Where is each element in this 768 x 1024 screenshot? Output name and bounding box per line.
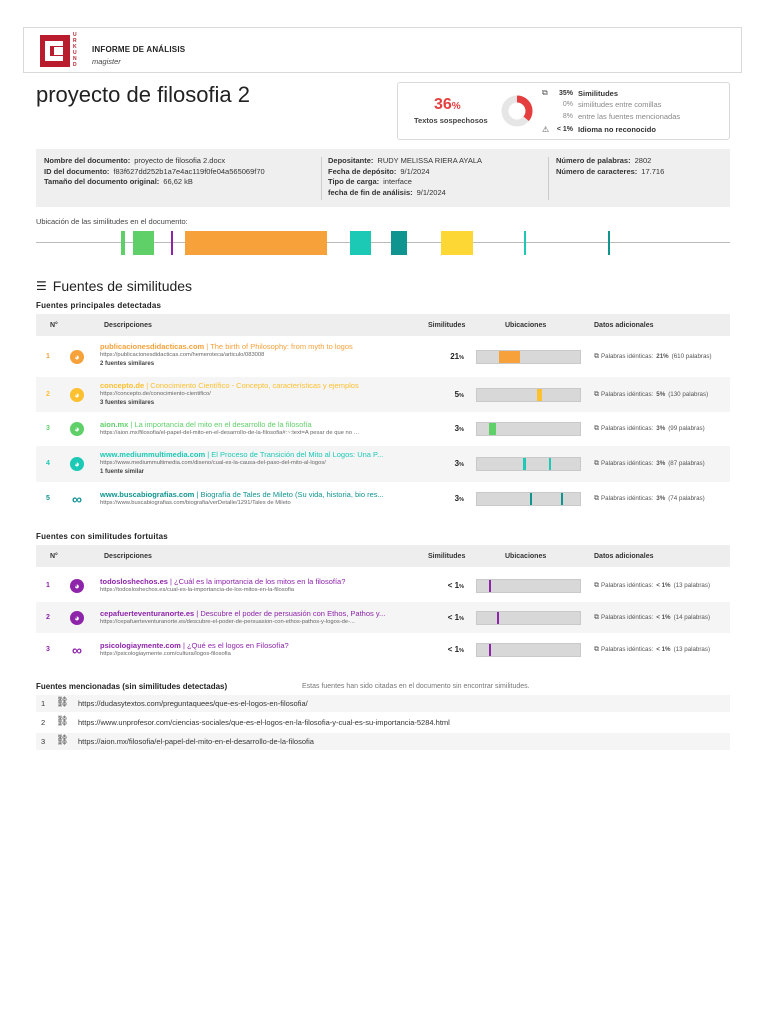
similarity-location-segment[interactable] <box>185 231 327 255</box>
copy-icon: ⧉ <box>594 495 599 502</box>
source-location-mark <box>537 389 542 401</box>
similarity-stat-value: 35% <box>558 89 573 97</box>
document-metadata <box>36 149 730 207</box>
source-url[interactable]: https://publicacionesdidacticas.com/hemeroteca/articulo/083008 <box>100 352 265 358</box>
main-sources-header: N° Descripciones Similitudes Ubicaciones Datos adicionales <box>36 314 730 336</box>
source-number: 5 <box>46 495 50 502</box>
source-title[interactable]: | Descubre el poder de persuasión con Ethos, Pathos y... <box>194 609 386 618</box>
source-number: 3 <box>46 425 50 432</box>
source-row[interactable] <box>36 570 730 601</box>
mentioned-source-number: 3 <box>41 737 46 746</box>
source-similarity-percent: 3% <box>454 494 464 503</box>
source-description[interactable] <box>100 577 425 586</box>
similarity-location-segment[interactable] <box>524 231 526 255</box>
source-location-mark <box>499 351 521 363</box>
mentioned-source-row[interactable] <box>36 733 730 750</box>
metadata-field <box>328 156 482 167</box>
metadata-field <box>328 188 482 199</box>
source-additional-data: ⧉ Palabras idénticas: 21% (610 palabras) <box>594 353 712 360</box>
sources-section-title: ☰ Fuentes de similitudes <box>36 278 193 294</box>
source-description[interactable] <box>100 450 425 459</box>
list-icon: ☰ <box>36 279 47 293</box>
link-icon: ∞ <box>72 642 82 658</box>
metadata-field <box>328 167 482 178</box>
metadata-value: RUDY MELISSA RIERA AYALA <box>377 156 483 165</box>
source-similarity-percent: < 1% <box>447 613 464 622</box>
metadata-value: 66,62 kB <box>163 177 193 187</box>
source-additional-data: ⧉ Palabras idénticas: 3% (87 palabras) <box>594 460 705 467</box>
similar-sources-count[interactable]: 3 fuentes similares <box>100 400 155 406</box>
metadata-key: Tamaño del documento original: <box>44 177 160 187</box>
source-title[interactable]: | ¿Qué es el logos en Filosofía? <box>180 641 289 650</box>
globe-icon: ◕ <box>70 388 84 402</box>
metadata-value: 17.716 <box>641 166 665 176</box>
similarity-stat-value: 8% <box>562 113 573 120</box>
metadata-field <box>44 156 265 167</box>
source-site[interactable]: publicacionesdidacticas.com <box>100 342 205 351</box>
source-additional-data: ⧉ Palabras idénticas: 3% (74 palabras) <box>594 495 705 502</box>
similarity-location-segment[interactable] <box>350 231 371 255</box>
source-similarity-percent: 3% <box>454 459 464 468</box>
source-row[interactable] <box>36 446 730 482</box>
link-icon: ∞ <box>72 491 82 507</box>
metadata-key: Depositante: <box>328 156 374 165</box>
source-site[interactable]: concepto.de <box>100 381 145 390</box>
mentioned-source-number: 2 <box>41 718 46 727</box>
mentioned-source-number: 1 <box>41 699 46 708</box>
source-url[interactable]: https://psicologiaymente.com/cultura/logos-filosofia <box>100 651 231 657</box>
copy-icon: ⧉ <box>594 425 599 432</box>
copy-icon: ⧉ <box>542 88 548 97</box>
source-location-mark <box>497 612 499 624</box>
source-additional-data: ⧉ Palabras idénticas: 3% (99 palabras) <box>594 425 705 432</box>
similarity-location-segment[interactable] <box>391 231 407 255</box>
main-sources-heading: Fuentes principales detectadas <box>36 301 162 310</box>
source-site[interactable]: todosloshechos.es <box>100 577 168 586</box>
mentioned-source-url[interactable]: https://www.unprofesor.com/ciencias-sociales/que-es-el-logos-en-la-filosofia-y-cual-es-su-importancia-5284.html <box>78 718 450 727</box>
similarity-stat-row <box>542 100 661 109</box>
similarity-location-segment[interactable] <box>171 231 174 255</box>
similarity-stat-label: Idioma no reconocido <box>578 125 656 134</box>
source-url[interactable]: https://aion.mx/filosofia/el-papel-del-mito-en-el-desarrollo-de-la-filosofia#:~:text=A pesar de que no … <box>100 430 360 436</box>
globe-icon: ◕ <box>70 611 84 625</box>
source-location-bar[interactable] <box>476 457 581 471</box>
source-similarity-percent: 5% <box>454 390 464 399</box>
source-description[interactable] <box>100 609 425 618</box>
source-additional-data: ⧉ Palabras idénticas: < 1% (13 palabras) <box>594 582 711 589</box>
copy-icon: ⧉ <box>594 646 599 653</box>
source-url[interactable]: https://cepafuerteventuranorte.es/descubre-el-poder-de-persuasion-con-ethos-pathos-y-logos-de-... <box>100 619 355 625</box>
source-title[interactable]: | El Proceso de Transición del Mito al Logos: Una P... <box>205 450 384 459</box>
similarity-summary <box>397 82 730 140</box>
similarity-location-segment[interactable] <box>133 231 154 255</box>
source-site[interactable]: www.mediummultimedia.com <box>100 450 206 459</box>
globe-icon: ◕ <box>70 457 84 471</box>
similarity-donut-chart <box>501 95 533 127</box>
copy-icon: ⧉ <box>594 582 599 589</box>
mentioned-source-row[interactable] <box>36 714 730 731</box>
copy-icon: ⧉ <box>594 460 599 467</box>
metadata-field <box>556 167 664 178</box>
globe-icon: ◕ <box>70 579 84 593</box>
metadata-key: fecha de fin de análisis: <box>328 188 413 198</box>
report-type-title: INFORME DE ANÁLISIS <box>92 45 186 54</box>
source-url[interactable]: https://concepto.de/conocimiento-cientifico/ <box>100 391 211 397</box>
similarity-stat-label: Similitudes <box>578 88 619 98</box>
similarity-location-segment[interactable] <box>441 231 474 255</box>
metadata-key: Número de caracteres: <box>556 166 638 176</box>
broken-link-icon: ⛓ <box>56 697 69 708</box>
source-description[interactable] <box>100 420 425 429</box>
source-row[interactable] <box>36 413 730 445</box>
source-location-mark <box>489 580 491 592</box>
metadata-value: 9/1/2024 <box>416 188 446 198</box>
similarity-stat-value: 0% <box>562 101 573 108</box>
source-similarity-percent: 21% <box>450 352 464 361</box>
globe-icon: ◕ <box>70 350 84 364</box>
source-location-bar[interactable] <box>476 611 581 625</box>
source-title[interactable]: | La importancia del mito en el desarrollo de la filosofía <box>128 420 312 429</box>
source-description[interactable] <box>100 342 425 351</box>
mentioned-source-row[interactable] <box>36 695 730 712</box>
brand-logo-side-text: U R K U N D <box>73 32 77 68</box>
globe-icon: ◕ <box>70 422 84 436</box>
source-location-mark <box>530 493 532 505</box>
source-location-mark <box>549 458 551 470</box>
similarity-location-segment[interactable] <box>608 231 610 255</box>
source-similarity-percent: 3% <box>454 424 464 433</box>
mentioned-source-url[interactable]: https://aion.mx/filosofia/el-papel-del-mito-en-el-desarrollo-de-la-filosofia <box>78 737 314 746</box>
source-description[interactable] <box>100 641 425 650</box>
source-row[interactable] <box>36 602 730 633</box>
source-location-bar[interactable] <box>476 579 581 593</box>
source-title[interactable]: | Conocimiento Científico - Concepto, características y ejemplos <box>144 381 359 390</box>
source-similarity-percent: < 1% <box>447 645 464 654</box>
metadata-value: 2802 <box>634 156 652 165</box>
source-number: 3 <box>46 646 50 653</box>
similarity-stat-row <box>542 112 680 121</box>
similarity-stat-row <box>542 125 656 134</box>
source-number: 2 <box>46 614 50 621</box>
source-site[interactable]: aion.mx <box>100 420 129 429</box>
source-url[interactable]: https://www.buscabiografias.com/biografia/verDetalle/1291/Tales de Mileto <box>100 500 291 506</box>
similarity-percent: 36% <box>434 96 461 113</box>
copy-icon: ⧉ <box>594 353 599 360</box>
source-additional-data: ⧉ Palabras idénticas: < 1% (13 palabras) <box>594 646 711 653</box>
broken-link-icon: ⛓ <box>56 735 69 746</box>
source-title[interactable]: | ¿Cuál es la importancia de los mitos en la filosofía? <box>167 577 346 586</box>
copy-icon: ⧉ <box>594 391 599 398</box>
brand-logo <box>40 35 70 67</box>
source-number: 4 <box>46 460 50 467</box>
source-location-bar[interactable] <box>476 350 581 364</box>
metadata-key: Fecha de depósito: <box>328 166 397 176</box>
fortuitous-sources-heading: Fuentes con similitudes fortuitas <box>36 532 168 541</box>
source-description[interactable] <box>100 490 425 499</box>
source-url[interactable]: https://www.mediummultimedia.com/diseno/cual-es-la-causa-del-paso-del-mito-al-logos/ <box>100 460 326 466</box>
source-location-mark <box>523 458 526 470</box>
source-description[interactable] <box>100 381 425 390</box>
source-site[interactable]: psicologiaymente.com <box>100 641 181 650</box>
similarity-stat-label: entre las fuentes mencionadas <box>578 112 681 121</box>
similar-sources-count[interactable]: 1 fuente similar <box>100 469 145 475</box>
metadata-value: f83f627dd252b1a7e4ac119f0fe04a565069f70 <box>113 166 265 176</box>
source-location-bar[interactable] <box>476 643 581 657</box>
similar-sources-count[interactable]: 2 fuentes similares <box>100 361 155 367</box>
source-row[interactable] <box>36 377 730 412</box>
report-subtitle: magister <box>92 57 121 66</box>
document-title: proyecto de filosofia 2 <box>36 82 251 107</box>
source-additional-data: ⧉ Palabras idénticas: 5% (130 palabras) <box>594 391 709 398</box>
metadata-value: proyecto de filosofia 2.docx <box>134 156 226 165</box>
source-location-bar[interactable] <box>476 422 581 436</box>
source-number: 2 <box>46 391 50 398</box>
report-header <box>23 27 742 73</box>
source-row[interactable] <box>36 483 730 515</box>
mentioned-sources-note: Estas fuentes han sido citadas en el documento sin encontrar similitudes. <box>302 683 530 690</box>
similarity-stat-value: < 1% <box>556 126 573 133</box>
mentioned-sources-heading: Fuentes mencionadas (sin similitudes detectadas) <box>36 682 228 691</box>
metadata-field <box>44 167 265 178</box>
similarity-label: Textos sospechosos <box>414 116 488 125</box>
report-page <box>12 12 756 1012</box>
metadata-field <box>556 156 664 167</box>
copy-icon: ⧉ <box>594 614 599 621</box>
metadata-key: Número de palabras: <box>556 156 631 165</box>
mentioned-source-url[interactable]: https://dudasytextos.com/preguntaquees/que-es-el-logos-en-filosofia/ <box>78 699 308 708</box>
source-url[interactable]: https://todosloshechos.es/cual-es-la-importancia-de-los-mitos-en-la-filosofia <box>100 587 294 593</box>
similarity-stat-row <box>542 88 618 98</box>
metadata-key: ID del documento: <box>44 166 110 176</box>
source-location-bar[interactable] <box>476 492 581 506</box>
source-title[interactable]: | Biografía de Tales de Mileto (Su vida, historia, bio res... <box>194 490 384 499</box>
source-site[interactable]: cepafuerteventuranorte.es <box>100 609 195 618</box>
similarity-location-segment[interactable] <box>121 231 124 255</box>
source-title[interactable]: | The birth of Philosophy: from myth to logos <box>204 342 353 351</box>
metadata-key: Tipo de carga: <box>328 177 380 187</box>
broken-link-icon: ⛓ <box>56 716 69 727</box>
source-similarity-percent: < 1% <box>447 581 464 590</box>
similarity-location-label: Ubicación de las similitudes en el documento: <box>36 217 188 226</box>
metadata-field <box>44 177 265 188</box>
source-number: 1 <box>46 582 50 589</box>
metadata-value: 9/1/2024 <box>400 166 430 176</box>
source-additional-data: ⧉ Palabras idénticas: < 1% (14 palabras) <box>594 614 711 621</box>
source-site[interactable]: www.buscabiografias.com <box>100 490 195 499</box>
similarity-stat-label: similitudes entre comillas <box>578 100 662 109</box>
metadata-field <box>328 177 482 188</box>
source-location-bar[interactable] <box>476 388 581 402</box>
warning-icon: ⚠ <box>542 125 550 134</box>
metadata-key: Nombre del documento: <box>44 156 131 165</box>
source-row[interactable] <box>36 338 730 376</box>
source-location-mark <box>561 493 563 505</box>
fortuitous-sources-header: N° Descripciones Similitudes Ubicaciones Datos adicionales <box>36 545 730 567</box>
source-location-mark <box>489 644 491 656</box>
source-location-mark <box>489 423 495 435</box>
similarity-location-track <box>36 242 730 243</box>
source-row[interactable] <box>36 634 730 665</box>
metadata-value: interface <box>383 177 412 187</box>
source-number: 1 <box>46 353 50 360</box>
